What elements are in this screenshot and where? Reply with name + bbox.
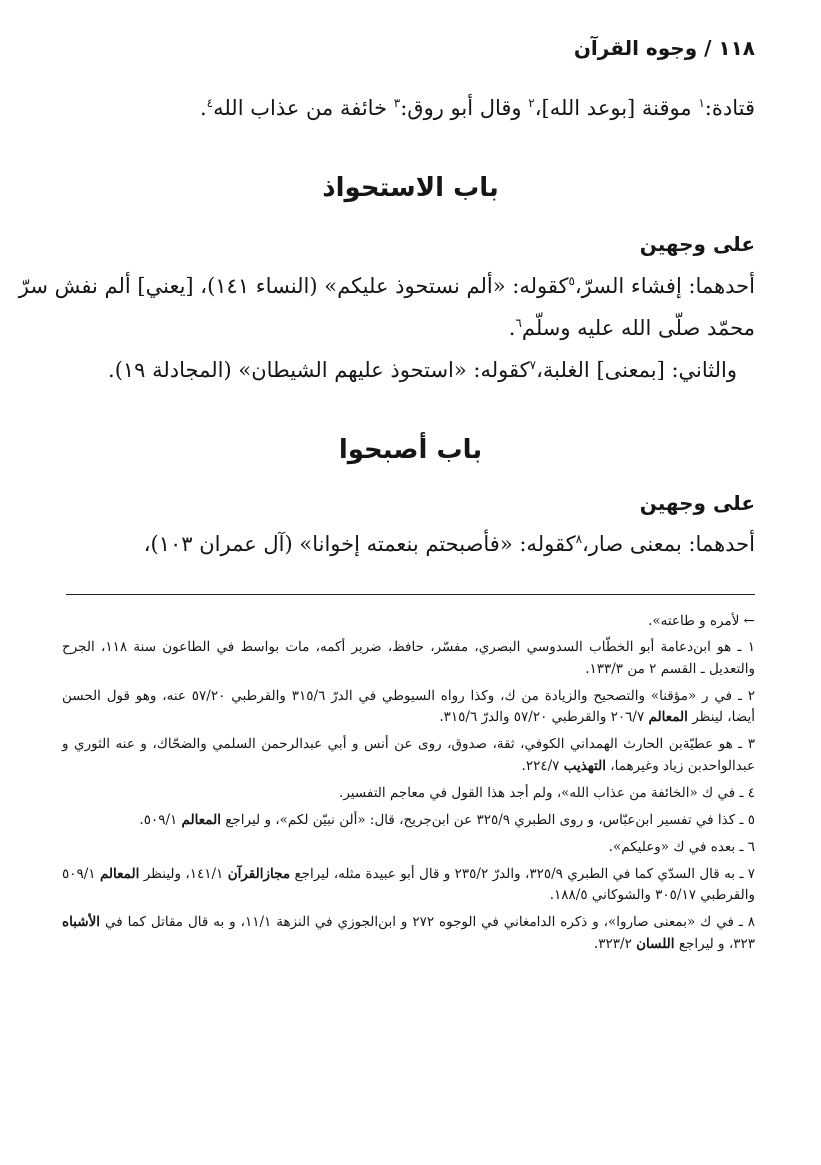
paragraph-continuation <box>60 314 755 342</box>
footnote-text: ٢٠٦/٧ والقرطبي ٥٧/٢٠ والدرّ ٣١٥/٦. <box>439 709 645 726</box>
source-title: المعالم <box>181 811 221 828</box>
text-run: والثاني: [بمعنى] الغلبة، <box>536 358 737 382</box>
footnote-text: ٥٠٩/١ والقرطبي ٣٠٥/١٧ والشوكاني ١٨٨/٥. <box>62 865 755 904</box>
page-number: ١١٨ <box>718 36 755 60</box>
footnote-text: ٢٢٤/٧. <box>521 758 560 775</box>
footnote <box>62 734 755 778</box>
source-title: التهذيب <box>563 758 606 775</box>
section-subheading: على وجهين <box>639 232 755 256</box>
footnote <box>62 686 755 730</box>
footnote-text: ١٤١/١، ولينظر <box>143 865 224 882</box>
footnote-number: ٣ ـ <box>738 736 755 753</box>
footnote-text: هو ابن‌دعامة أبو الخطّاب السدوسي البصري، مفسّر، حافظ، ضرير أكمه، مات بواسط في الطاعون سنة ١١٨، الجرح والتعديل ـ القسم ٢ من ١٣٣/٣. <box>62 638 755 677</box>
footnote-text: هو عطيّة‌بن الحارث الهمداني الكوفي، ثقة، صدوق، روى عن أنس و أبي عبدالرحمن السلمي والضحّاك، و عنه الثوري و عبدالواحدبن زياد وغيرهما، <box>62 736 755 775</box>
footnote <box>62 864 755 908</box>
text-run: كقوله: «استحوذ عليهم الشيطان» (المجادلة ١٩). <box>108 358 530 382</box>
text-run: موقنة [بوعد الله]، <box>534 96 692 120</box>
footnote-text: ٥٠٩/١. <box>139 811 178 828</box>
footnote-text: في ك «الخائفة من عذاب الله»، ولم أجد هذا القول في معاجم التفسير. <box>339 785 736 802</box>
text-run: خائفة من عذاب الله <box>213 96 388 120</box>
footnote <box>62 912 755 956</box>
footnote-text: في ك «بمعنى صاروا»، و ذكره الدامغاني في الوجوه ٢٧٢ و ابن‌الجوزي في النزهة ١١/١، و به قال مقاتل كما في <box>104 914 734 931</box>
footnotes <box>62 611 755 961</box>
footnote-number: ٥ ـ <box>739 811 755 828</box>
footnote-ref: ٥ <box>568 274 575 288</box>
text-run: قتادة: <box>704 96 755 120</box>
footnote-continuation: ← لأمره و طاعته». <box>648 613 755 629</box>
footnote-text: به قال السدّي كما في الطبري ٣٢٥/٩، والدرّ ٢٣٥/٢ و قال أبو عبيدة مثله، ليراجع <box>294 865 736 882</box>
footnote <box>62 837 755 859</box>
text-run: . <box>508 316 516 340</box>
text-run: كقوله: «ألم نستحوذ عليكم» (النساء ١٤١)، [يعني] ألم نفش سرّ <box>18 274 569 298</box>
footnote-ref: ١ <box>698 96 705 110</box>
footnote-text: ٣٢٣/٢. <box>593 936 632 953</box>
footnote <box>62 810 755 832</box>
section-subheading: على وجهين <box>639 491 755 515</box>
footnote-text: ٣٢٣، و ليراجع <box>678 936 755 953</box>
text-run: أحدهما: إفشاء السرّ، <box>574 274 755 298</box>
running-header <box>574 36 755 60</box>
footnote-ref: ٨ <box>575 532 583 546</box>
footnote <box>62 637 755 681</box>
opening-line <box>60 94 755 122</box>
book-title: وجوه القرآن <box>573 36 698 60</box>
footnote-number: ٨ ـ <box>738 914 755 931</box>
paragraph <box>60 530 755 558</box>
footnote-divider <box>66 594 755 595</box>
footnote-ref: ٣ <box>393 96 401 110</box>
section-heading: باب الاستحواذ <box>322 173 499 203</box>
source-title: الأشباه <box>62 914 101 931</box>
footnote <box>62 783 755 805</box>
header-separator: / <box>704 36 712 60</box>
source-title: المعالم <box>648 709 688 726</box>
text-run: . <box>199 96 207 120</box>
text-run: وقال أبو روق: <box>400 96 522 120</box>
footnote-number: ٤ ـ <box>739 785 755 802</box>
section-heading: باب أصبحوا <box>338 435 483 465</box>
footnote-ref: ٢ <box>528 96 535 110</box>
source-title: اللسان <box>636 936 675 953</box>
source-title: مجازالقرآن <box>227 865 291 882</box>
source-title: المعالم <box>99 865 140 882</box>
footnote-number: ٧ ـ <box>739 865 756 882</box>
footnote-ref: ٤ <box>206 96 214 110</box>
footnote-text: في ر «مؤقنا» والتصحيح والزيادة من ك، وكذا رواه السيوطي في الدرّ ٣١٥/٦ والقرطبي ٥٧/٢٠ عنه، وهو قول الحسن أيضا، لينظر <box>62 687 755 726</box>
footnote-text: كذا في تفسير ابن‌عبّاس، و روى الطبري ٣٢٥/٩ عن ابن‌جريح، قال: «ألن نبيّن لكم»، و ليراجع <box>225 811 736 828</box>
text-run: محمّد صلّى الله عليه وسلّم <box>521 316 755 340</box>
paragraph <box>18 272 755 300</box>
footnote-ref: ٧ <box>529 358 537 372</box>
footnote-text: بعده في ك «وعليكم». <box>608 838 736 855</box>
footnote-ref: ٦ <box>515 316 522 330</box>
footnote-number: ١ ـ <box>737 638 756 655</box>
text-run: كقوله: «فأصبحتم بنعمته إخوانا» (آل عمران ١٠٣)، <box>143 532 576 556</box>
paragraph <box>60 356 737 384</box>
text-run: أحدهما: بمعنى صار، <box>582 532 755 556</box>
footnote-number: ٦ ـ <box>739 838 755 855</box>
footnote-number: ٢ ـ <box>737 687 756 704</box>
